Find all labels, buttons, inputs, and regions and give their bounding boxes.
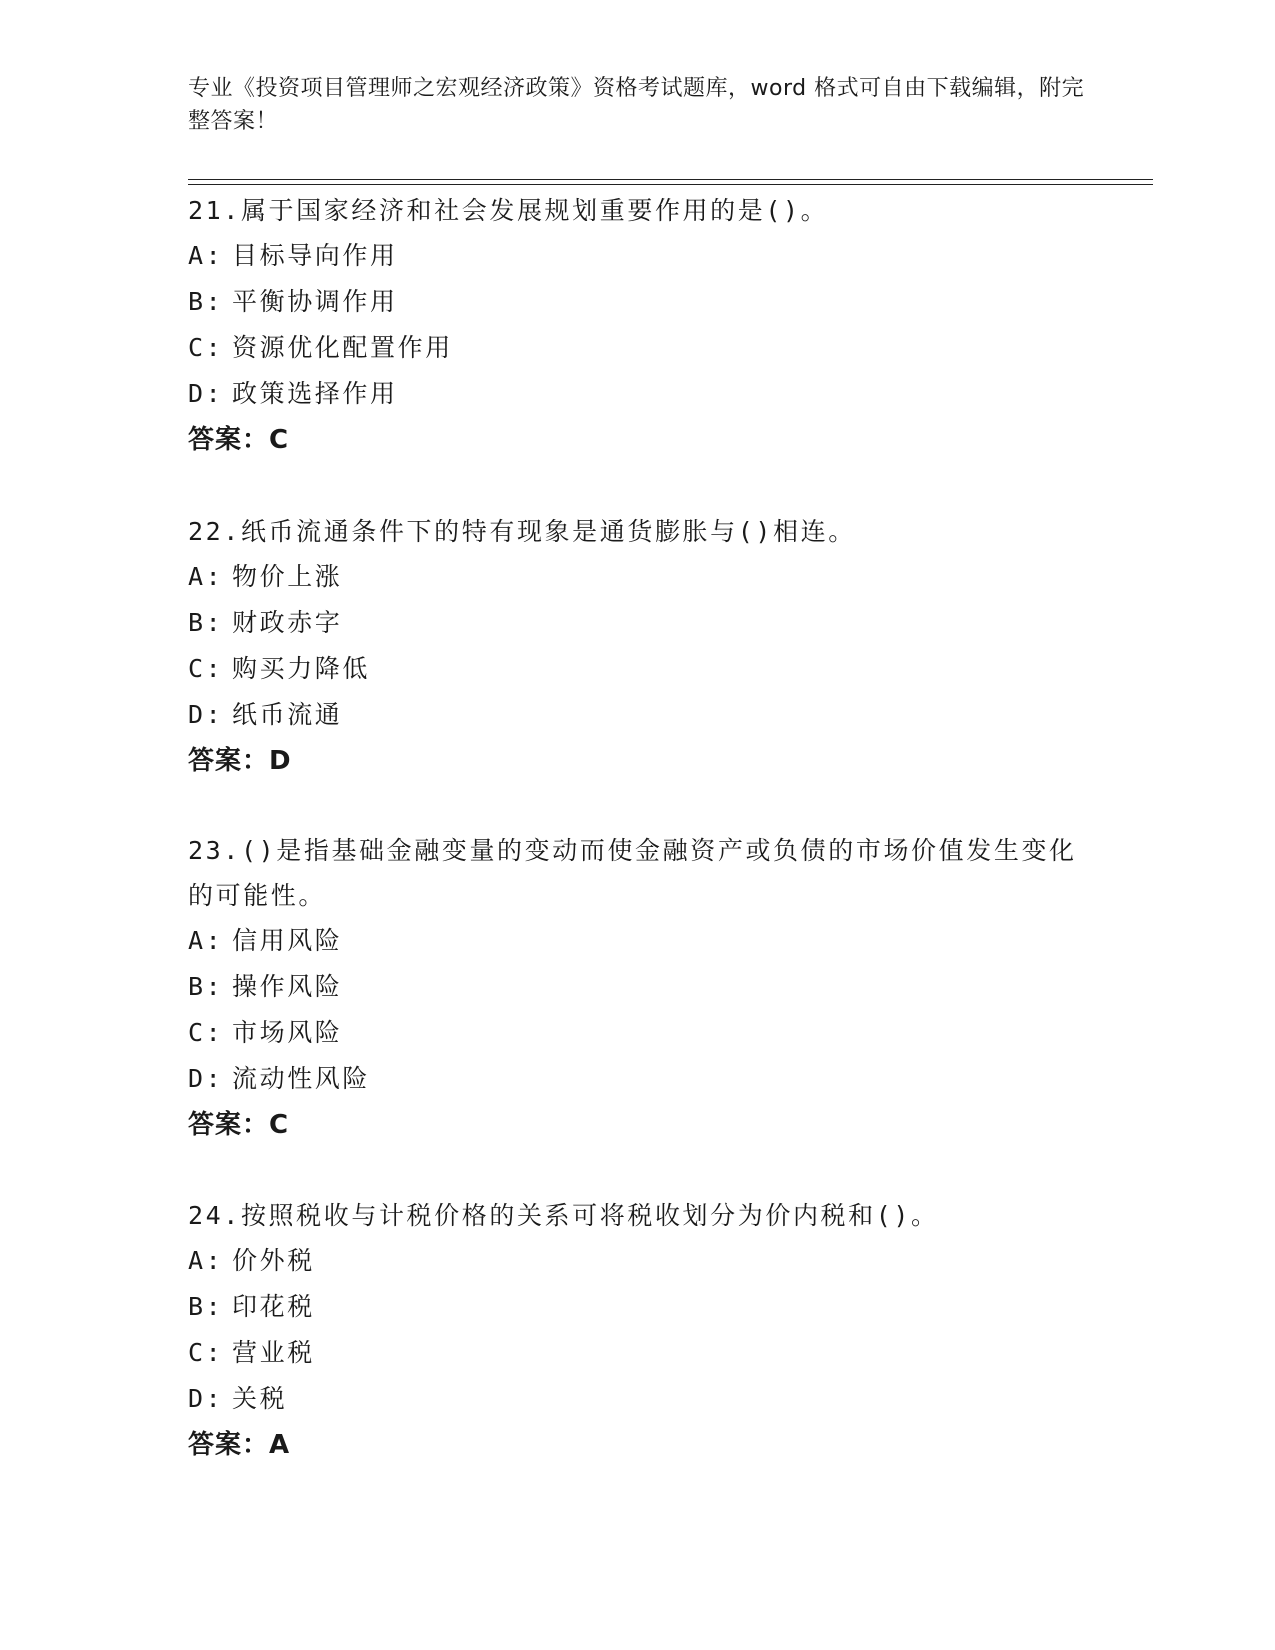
- option-key: C:: [188, 654, 224, 683]
- option-key: A:: [188, 241, 224, 270]
- question-23: [188, 828, 1088, 1148]
- option-text: 关税: [232, 1384, 288, 1413]
- question-24: [188, 1193, 1088, 1468]
- option-text: 市场风险: [232, 1018, 343, 1047]
- option-c: [188, 325, 1088, 371]
- option-text: 操作风险: [232, 972, 343, 1001]
- option-c: [188, 646, 1088, 692]
- question-stem: 23.()是指基础金融变量的变动而使金融资产或负债的市场价值发生变化的可能性。: [188, 836, 1077, 910]
- option-b: [188, 964, 1088, 1010]
- header-divider-top: [188, 179, 1153, 180]
- question-21: [188, 188, 1088, 463]
- option-a: [188, 233, 1088, 279]
- question-stem: 21.属于国家经济和社会发展规划重要作用的是()。: [188, 196, 829, 225]
- option-a: [188, 1238, 1088, 1284]
- option-text: 营业税: [232, 1338, 315, 1367]
- option-text: 物价上涨: [232, 562, 343, 591]
- option-text: 流动性风险: [232, 1064, 371, 1093]
- option-b: [188, 1284, 1088, 1330]
- option-key: D:: [188, 1384, 224, 1413]
- option-text: 财政赤字: [232, 608, 343, 637]
- option-key: D:: [188, 700, 224, 729]
- option-key: B:: [188, 972, 224, 1001]
- option-key: C:: [188, 333, 224, 362]
- answer-line: 答案：C: [188, 1110, 290, 1140]
- question-stem: 22.纸币流通条件下的特有现象是通货膨胀与()相连。: [188, 517, 856, 546]
- option-key: D:: [188, 379, 224, 408]
- option-d: [188, 371, 1088, 417]
- option-key: C:: [188, 1338, 224, 1367]
- option-b: [188, 279, 1088, 325]
- option-key: B:: [188, 608, 224, 637]
- option-key: A:: [188, 1246, 224, 1275]
- option-text: 购买力降低: [232, 654, 371, 683]
- option-key: D:: [188, 1064, 224, 1093]
- option-a: [188, 554, 1088, 600]
- question-22: [188, 509, 1088, 784]
- answer-line: 答案：A: [188, 1430, 291, 1460]
- option-text: 价外税: [232, 1246, 315, 1275]
- option-text: 印花税: [232, 1292, 315, 1321]
- header-divider-bottom: [188, 184, 1153, 185]
- option-c: [188, 1330, 1088, 1376]
- question-stem: 24.按照税收与计税价格的关系可将税收划分为价内税和()。: [188, 1201, 939, 1230]
- option-key: A:: [188, 926, 224, 955]
- option-key: C:: [188, 1018, 224, 1047]
- option-text: 资源优化配置作用: [232, 333, 453, 362]
- option-key: A:: [188, 562, 224, 591]
- option-a: [188, 918, 1088, 964]
- option-text: 纸币流通: [232, 700, 343, 729]
- option-d: [188, 692, 1088, 738]
- option-c: [188, 1010, 1088, 1056]
- option-d: [188, 1376, 1088, 1422]
- option-text: 目标导向作用: [232, 241, 398, 270]
- answer-line: 答案：C: [188, 425, 290, 455]
- option-d: [188, 1056, 1088, 1102]
- document-intro: 专业《投资项目管理师之宏观经济政策》资格考试题库，word 格式可自由下载编辑，附完整答案！: [188, 76, 1085, 134]
- option-key: B:: [188, 287, 224, 316]
- option-text: 平衡协调作用: [232, 287, 398, 316]
- option-b: [188, 600, 1088, 646]
- option-key: B:: [188, 1292, 224, 1321]
- option-text: 政策选择作用: [232, 379, 398, 408]
- answer-line: 答案：D: [188, 746, 292, 776]
- option-text: 信用风险: [232, 926, 343, 955]
